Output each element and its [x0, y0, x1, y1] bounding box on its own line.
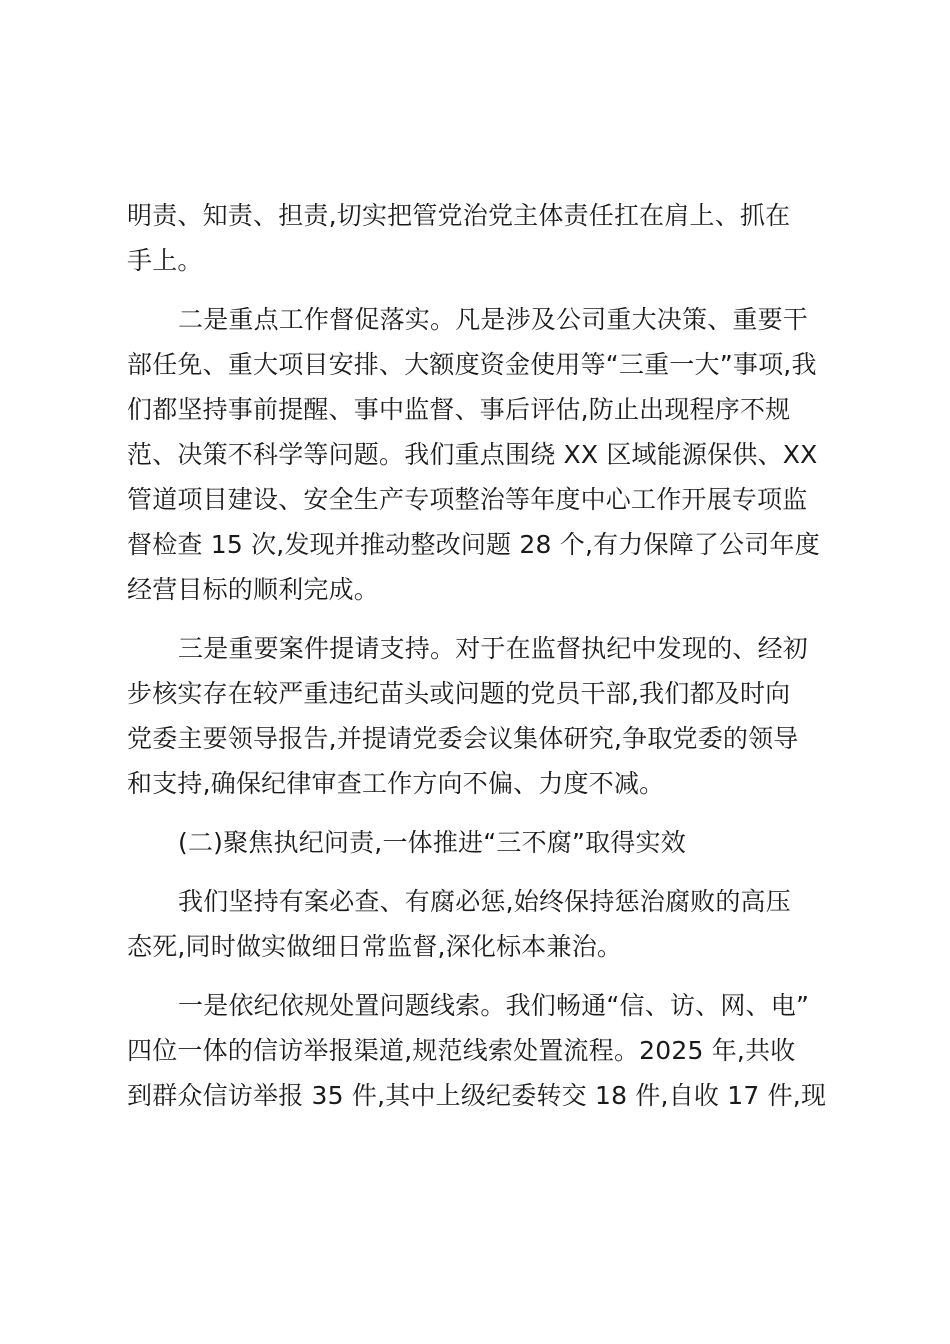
text-line: 范、决策不科学等问题。我们重点围绕 XX 区域能源保供、XX — [127, 440, 818, 469]
text-line: 三是重要案件提请支持。对于在监督执纪中发现的、经初 — [178, 634, 809, 663]
paragraph-4 — [127, 879, 827, 969]
text-line: 和支持,确保纪律审查工作方向不偏、力度不减。 — [127, 769, 665, 798]
text-line: 态死,同时做实做细日常监督,深化标本兼治。 — [127, 932, 623, 961]
paragraph-3 — [127, 626, 827, 806]
paragraph-1 — [127, 193, 827, 283]
text-line: 部任免、重大项目安排、大额度资金使用等“三重一大”事项,我 — [127, 350, 817, 379]
text-line: 党委主要领导报告,并提请党委会议集体研究,争取党委的领导 — [127, 724, 799, 753]
text-line: 二是重点工作督促落实。凡是涉及公司重大决策、重要干 — [178, 305, 809, 334]
text-line: 管道项目建设、安全生产专项整治等年度中心工作开展专项监 — [127, 485, 808, 514]
document-body — [127, 193, 827, 1118]
heading-line: (二)聚焦执纪问责,一体推进“三不腐”取得实效 — [178, 828, 686, 857]
text-line: 四位一体的信访举报渠道,规范线索处置流程。2025 年,共收 — [127, 1036, 796, 1065]
paragraph-2 — [127, 297, 827, 612]
text-line: 们都坚持事前提醒、事中监督、事后评估,防止出现程序不规 — [127, 395, 791, 424]
text-line: 我们坚持有案必查、有腐必惩,始终保持惩治腐败的高压 — [178, 887, 791, 916]
text-line: 经营目标的顺利完成。 — [127, 575, 380, 604]
text-line: 手上。 — [127, 246, 203, 275]
text-line: 步核实存在较严重违纪苗头或问题的党员干部,我们都及时向 — [127, 679, 791, 708]
text-line: 督检查 15 次,发现并推动整改问题 28 个,有力保障了公司年度 — [127, 530, 820, 559]
paragraph-5 — [127, 983, 827, 1118]
text-line: 一是依纪依规处置问题线索。我们畅通“信、访、网、电” — [178, 991, 810, 1020]
section-heading — [127, 820, 827, 865]
text-line: 到群众信访举报 35 件,其中上级纪委转交 18 件,自收 17 件,现 — [127, 1081, 827, 1110]
text-line: 明责、知责、担责,切实把管党治党主体责任扛在肩上、抓在 — [127, 201, 791, 230]
